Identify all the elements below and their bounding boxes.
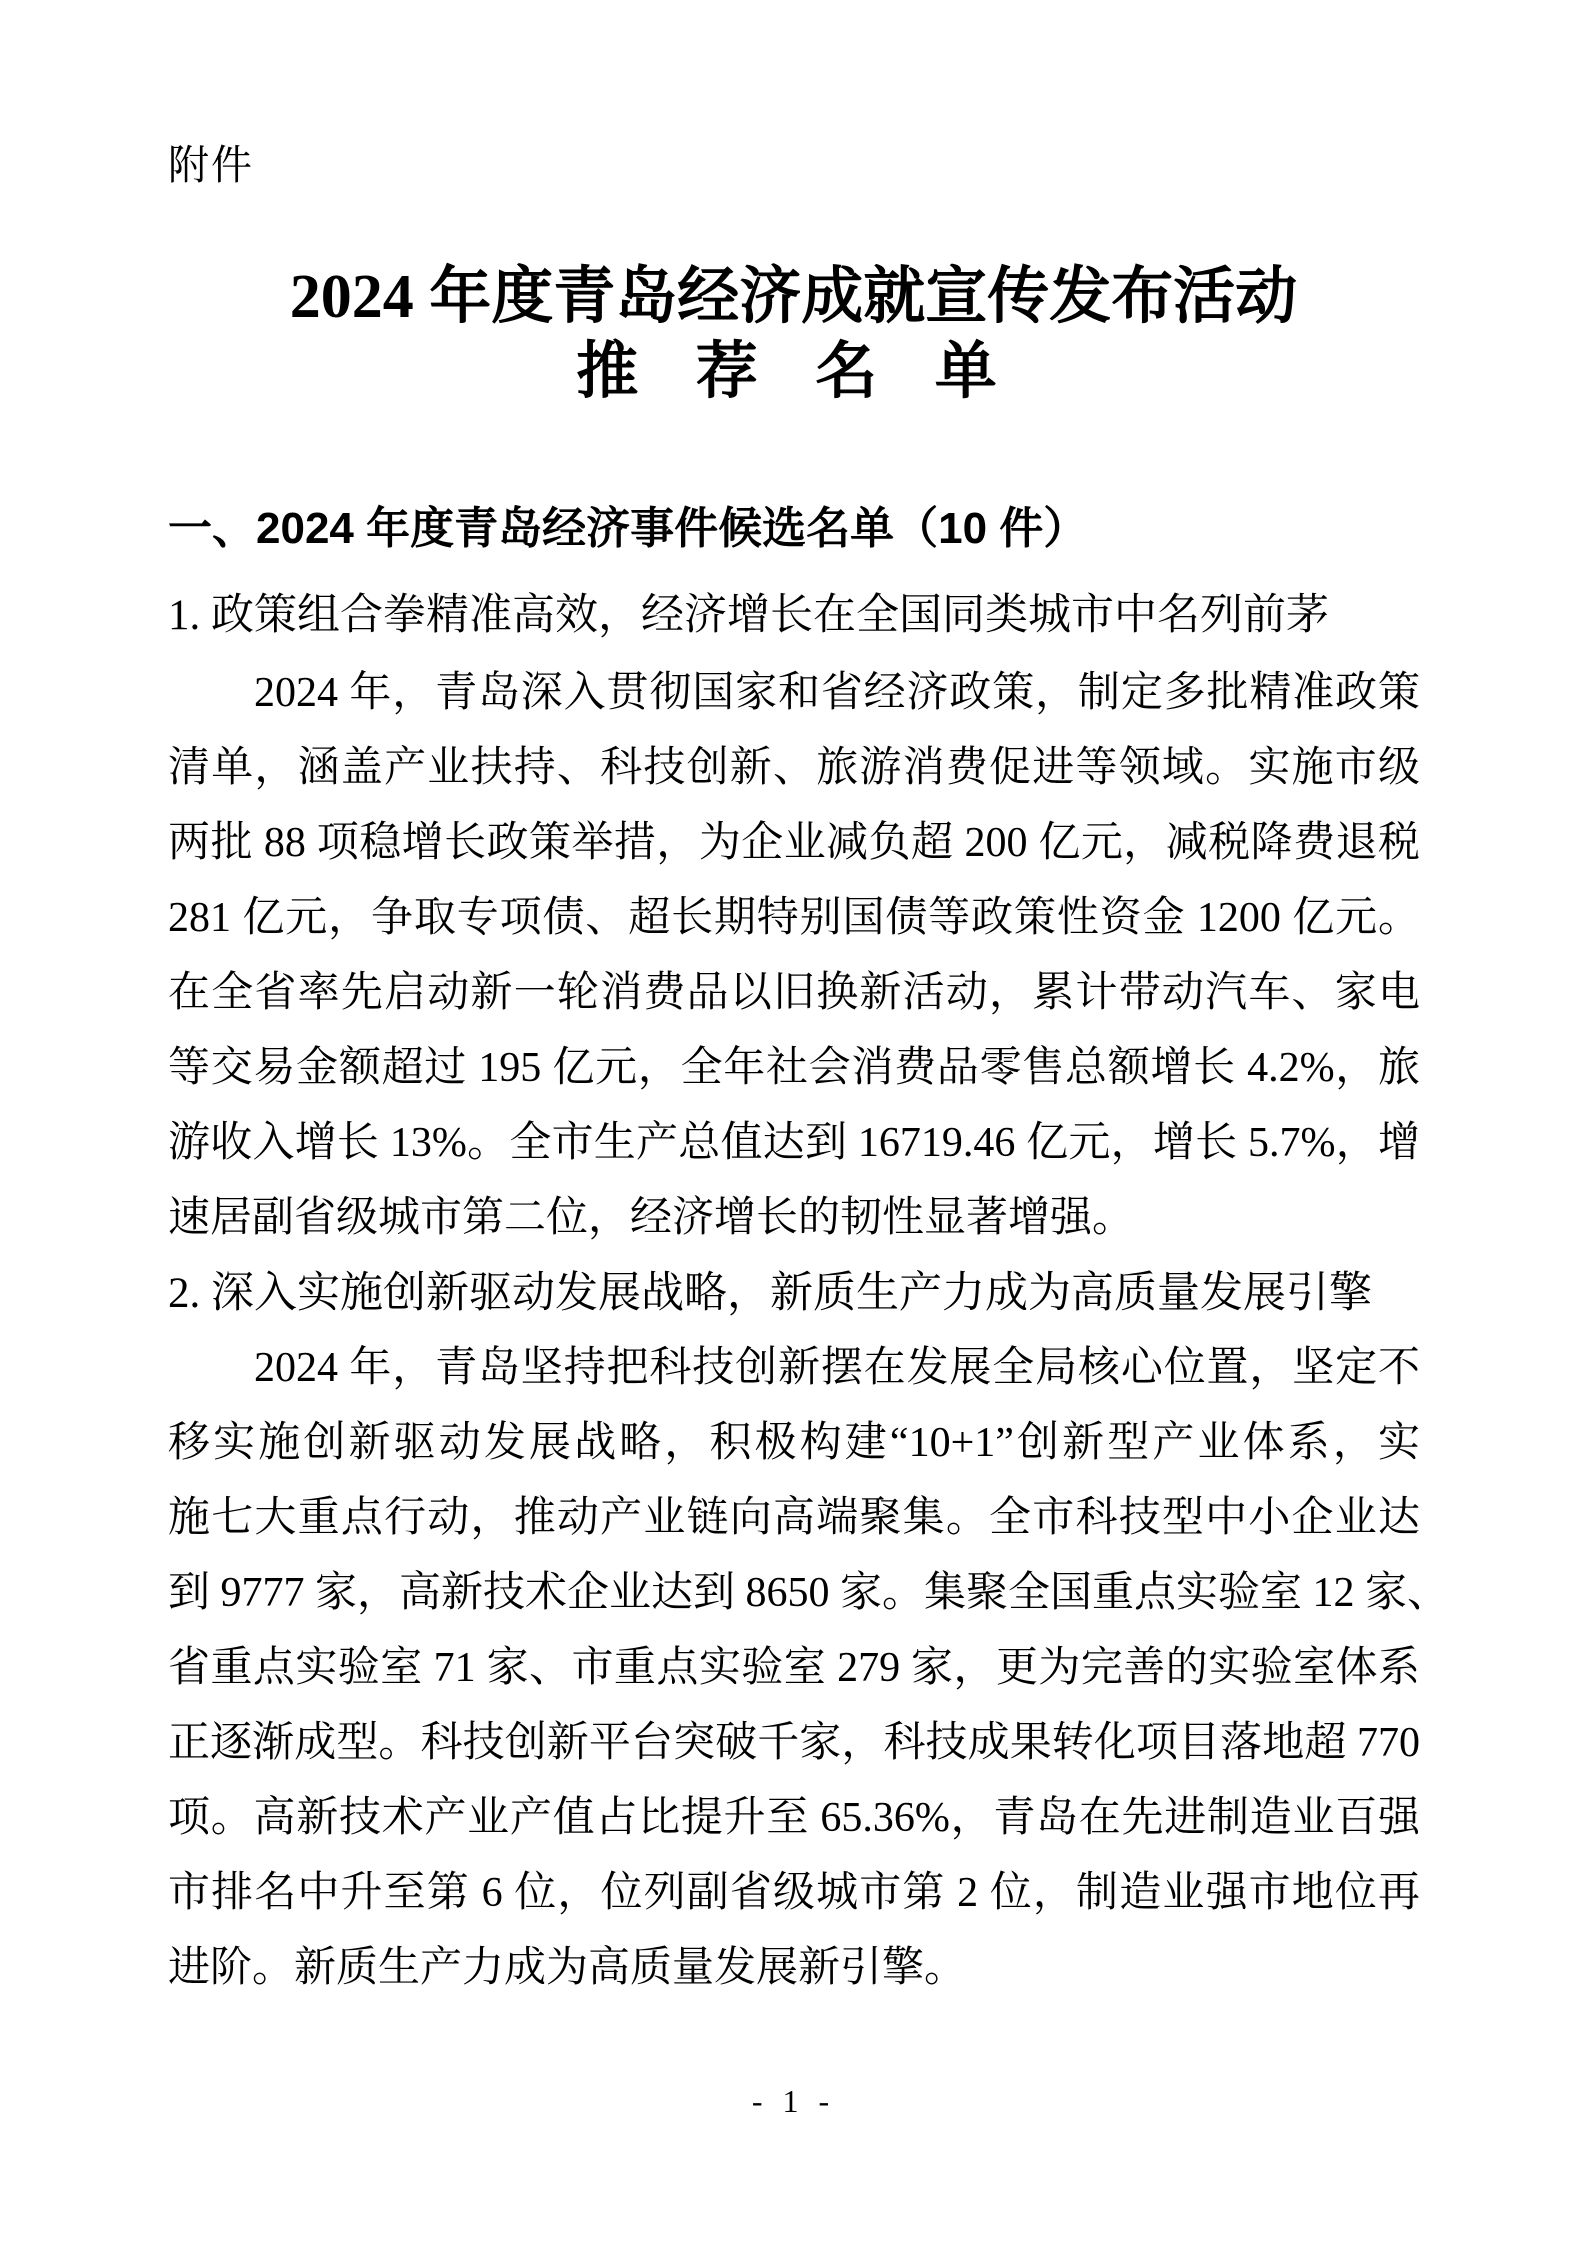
- body-line: 游收入增长 13%。全市生产总值达到 16719.46 亿元，增长 5.7%，增: [168, 1120, 1420, 1166]
- body-line: 进阶。新质生产力成为高质量发展新引擎。: [168, 1945, 967, 1991]
- section-heading: 一、2024 年度青岛经济事件候选名单（10 件）: [168, 504, 1088, 553]
- body-line: 省重点实验室 71 家、市重点实验室 279 家，更为完善的实验室体系: [168, 1645, 1420, 1691]
- item2-heading: 2. 深入实施创新驱动发展战略，新质生产力成为高质量发展引擎: [168, 1270, 1372, 1317]
- document-title-line2: 推 荐 名 单: [576, 338, 1011, 406]
- body-line: 2024 年，青岛深入贯彻国家和省经济政策，制定多批精准政策: [254, 670, 1420, 716]
- attachment-label: 附件: [168, 142, 254, 188]
- body-line: 清单，涵盖产业扶持、科技创新、旅游消费促进等领域。实施市级: [168, 745, 1420, 791]
- body-line: 正逐渐成型。科技创新平台突破千家，科技成果转化项目落地超 770: [168, 1720, 1420, 1766]
- body-line: 速居副省级城市第二位，经济增长的韧性显著增强。: [168, 1195, 1135, 1241]
- body-line: 281 亿元，争取专项债、超长期特别国债等政策性资金 1200 亿元。: [168, 895, 1420, 941]
- document-title-line1: 2024 年度青岛经济成就宣传发布活动: [289, 263, 1298, 331]
- body-line: 在全省率先启动新一轮消费品以旧换新活动，累计带动汽车、家电: [168, 970, 1420, 1016]
- body-line: 2024 年，青岛坚持把科技创新摆在发展全局核心位置，坚定不: [254, 1345, 1420, 1391]
- body-line: 移实施创新驱动发展战略，积极构建“10+1”创新型产业体系，实: [168, 1420, 1420, 1466]
- body-line: 项。高新技术产业产值占比提升至 65.36%，青岛在先进制造业百强: [168, 1795, 1420, 1841]
- body-line: 到 9777 家，高新技术企业达到 8650 家。集聚全国重点实验室 12 家、: [168, 1570, 1450, 1616]
- item1-heading: 1. 政策组合拳精准高效，经济增长在全国同类城市中名列前茅: [168, 592, 1329, 639]
- body-line: 施七大重点行动，推动产业链向高端聚集。全市科技型中小企业达: [168, 1495, 1420, 1541]
- body-line: 两批 88 项稳增长政策举措，为企业减负超 200 亿元，减税降费退税: [168, 820, 1420, 866]
- body-line: 市排名中升至第 6 位，位列副省级城市第 2 位，制造业强市地位再: [168, 1870, 1420, 1916]
- body-line: 等交易金额超过 195 亿元，全年社会消费品零售总额增长 4.2%，旅: [168, 1045, 1420, 1091]
- page-number: - 1 -: [751, 2083, 836, 2119]
